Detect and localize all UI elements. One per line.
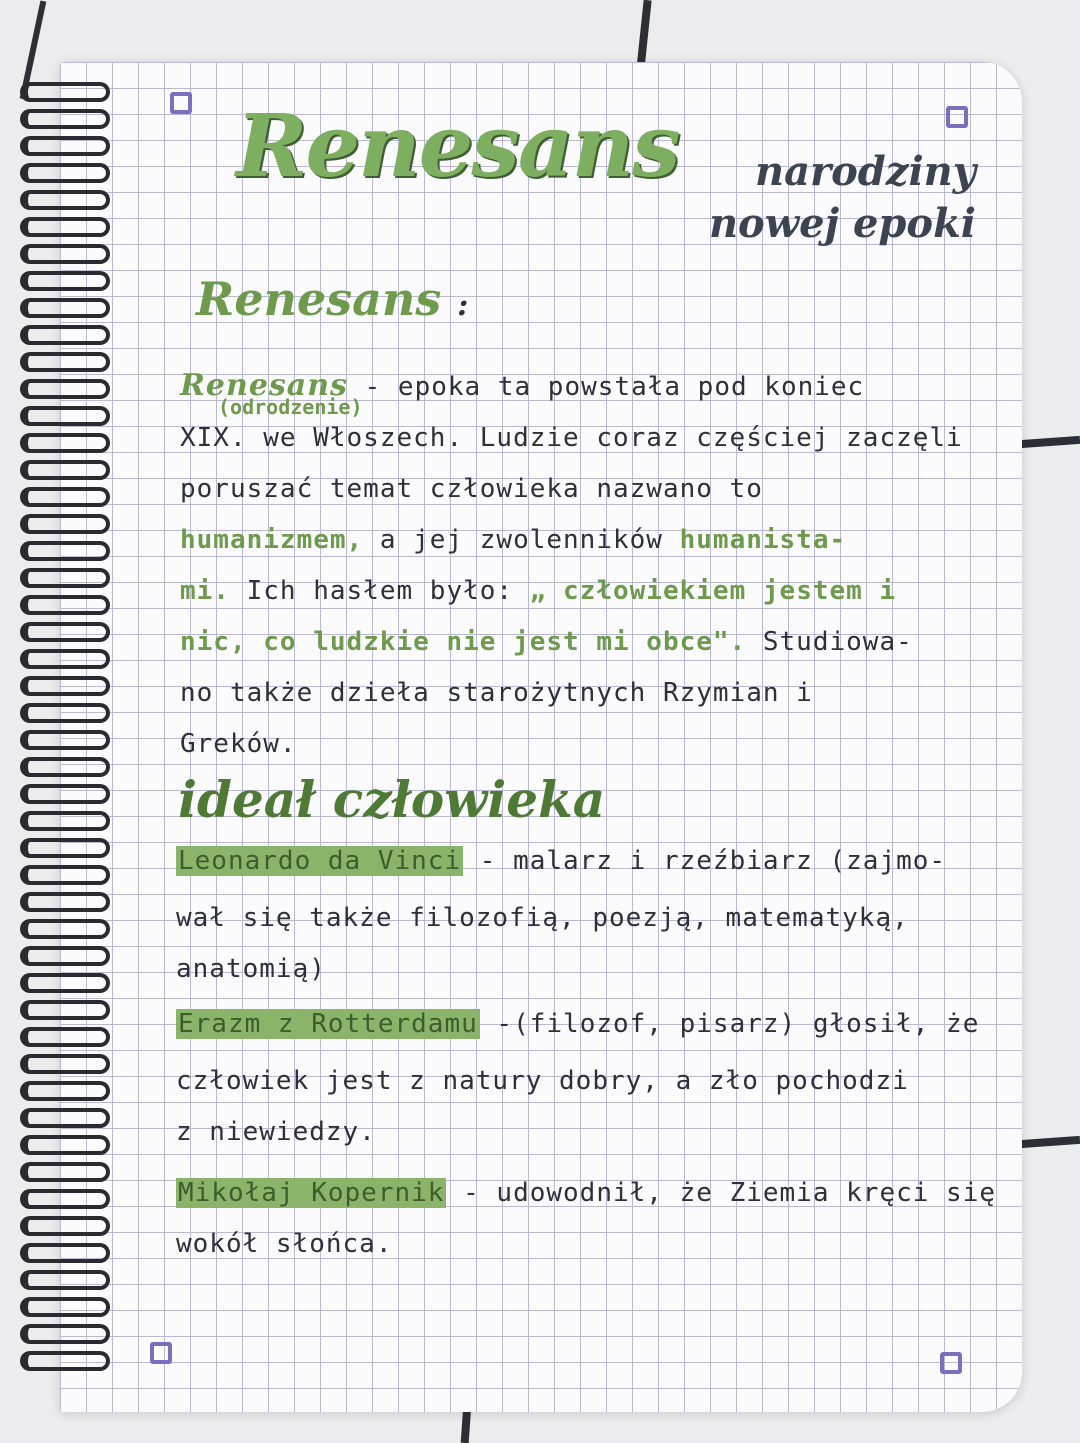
person-name: Mikołaj Kopernik [178, 1178, 445, 1208]
term-note: (odrodzenie) [218, 395, 363, 419]
page-title: Renesans [236, 96, 679, 197]
spiral-coil [20, 1081, 110, 1101]
spiral-coil [20, 1243, 110, 1263]
text-line: człowiek jest z natury dobry, a zło pochodzi [176, 1066, 909, 1096]
spiral-coil [20, 325, 110, 345]
spiral-coil [20, 1216, 110, 1236]
corner-mark-icon [170, 92, 192, 114]
spiral-coil [20, 190, 110, 210]
spiral-coil [20, 676, 110, 696]
spiral-coil [20, 622, 110, 642]
spiral-coil [20, 1162, 110, 1182]
subtitle-line: narodziny [755, 148, 976, 195]
spiral-coil [20, 298, 110, 318]
section-heading: ideał człowieka [178, 770, 606, 829]
spiral-coil [20, 1324, 110, 1344]
spiral-coil [20, 379, 110, 399]
section-heading-text: Renesans [196, 272, 442, 326]
text-line [176, 836, 1006, 887]
text-span: a jej zwolenników [379, 525, 663, 555]
spiral-coil [20, 1351, 110, 1371]
spiral-coil [20, 649, 110, 669]
text-line [180, 515, 1010, 566]
text-line [176, 999, 1006, 1050]
highlight-term: mi. [180, 576, 230, 606]
text-span: - malarz i rzeźbiarz (zajmo- [479, 846, 947, 876]
spiral-coil [20, 163, 110, 183]
text-line: wał się także filozofią, poezją, matematyką, [176, 903, 909, 933]
highlight-term: humanista- [679, 525, 847, 555]
text-span: -(filozof, pisarz) głosił, że [496, 1009, 980, 1039]
spiral-coil [20, 406, 110, 426]
spiral-coil [20, 244, 110, 264]
quote: nic, co ludzkie nie jest mi obce". [180, 627, 747, 657]
spiral-coil [20, 1297, 110, 1317]
text-line: poruszać temat człowieka nazwano to [180, 474, 763, 504]
text-line: anatomią) [176, 954, 326, 984]
text-span: - epoka ta powstała pod koniec [364, 372, 865, 402]
spiral-coil [20, 514, 110, 534]
text-span: - udowodnił, że Ziemia kręci się [463, 1178, 997, 1208]
spiral-coil [20, 568, 110, 588]
spiral-coil [20, 946, 110, 966]
background-line [636, 0, 651, 70]
background-line [1020, 1136, 1080, 1148]
paragraph [180, 360, 1010, 770]
spiral-coil [20, 757, 110, 777]
quote: „ człowiekiem jestem i [529, 576, 897, 606]
spiral-coil [20, 460, 110, 480]
corner-mark-icon [940, 1352, 962, 1374]
highlight-term: humanizmem, [180, 525, 364, 555]
text-span: Studiowa- [762, 627, 913, 657]
spiral-binding [20, 82, 130, 1392]
spiral-coil [20, 1000, 110, 1020]
text-line: z niewiedzy. [176, 1117, 376, 1147]
spiral-coil [20, 136, 110, 156]
spiral-coil [20, 271, 110, 291]
person-name: Erazm z Rotterdamu [178, 1009, 478, 1039]
person-list [176, 836, 1006, 1270]
text-line [180, 566, 1010, 617]
spiral-coil [20, 1135, 110, 1155]
spiral-coil [20, 1270, 110, 1290]
spiral-coil [20, 919, 110, 939]
background-line [1020, 436, 1080, 448]
spiral-coil [20, 892, 110, 912]
spiral-coil [20, 595, 110, 615]
text-line: XIX. we Włoszech. Ludzie coraz częściej zaczęli [180, 423, 963, 453]
spiral-coil [20, 838, 110, 858]
term: Renesans [180, 368, 348, 403]
spiral-coil [20, 352, 110, 372]
spiral-coil [20, 433, 110, 453]
spiral-coil [20, 487, 110, 507]
spiral-coil [20, 1189, 110, 1209]
spiral-coil [20, 703, 110, 723]
spiral-coil [20, 82, 110, 102]
person-name: Leonardo da Vinci [178, 846, 462, 876]
spiral-coil [20, 1027, 110, 1047]
subtitle-line: nowej epoki [708, 200, 976, 247]
section-heading-colon: : [457, 288, 469, 323]
spiral-coil [20, 811, 110, 831]
text-line [180, 617, 1010, 668]
page-subtitle [706, 146, 976, 250]
spiral-coil [20, 541, 110, 561]
text-line [176, 1168, 1006, 1219]
spiral-coil [20, 784, 110, 804]
spiral-coil [20, 973, 110, 993]
text-line: wokół słońca. [176, 1229, 393, 1259]
spiral-coil [20, 109, 110, 129]
text-line: no także dzieła starożytnych Rzymian i [180, 678, 813, 708]
section-heading [196, 272, 468, 326]
spiral-coil [20, 217, 110, 237]
spiral-coil [20, 865, 110, 885]
spiral-coil [20, 1108, 110, 1128]
spiral-coil [20, 730, 110, 750]
text-span: Ich hasłem było: [246, 576, 514, 606]
corner-mark-icon [946, 106, 968, 128]
spiral-coil [20, 1054, 110, 1074]
corner-mark-icon [150, 1342, 172, 1364]
text-line: Greków. [180, 729, 297, 759]
